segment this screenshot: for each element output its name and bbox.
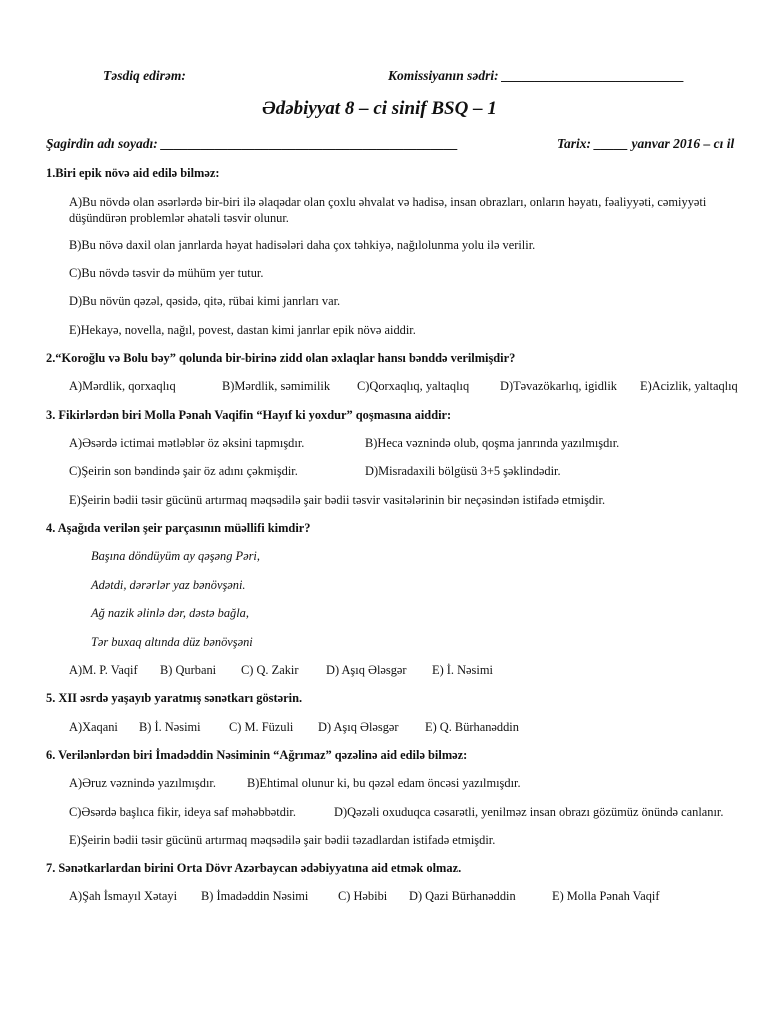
q2-option-c: C)Qorxaqlıq, yaltaqlıq — [357, 379, 470, 393]
poem-line-4: Tər buxaq altında düz bənövşəni — [91, 635, 253, 649]
q4-option-e: E) İ. Nəsimi — [432, 663, 493, 677]
q4-option-b: B) Qurbani — [160, 663, 217, 677]
poem-line-3: Ağ nazik əlinlə dər, dəstə bağla, — [91, 606, 249, 620]
date-line: Tarix: _____ yanvar 2016 – cı il — [557, 136, 735, 151]
q3-option-d: D)Misradaxili bölgüsü 3+5 şəklindədir. — [365, 464, 561, 478]
question-7: 7. Sənətkarlardan birini Orta Dövr Azərbaycan ədəbiyyatına aid etmək olmaz. — [46, 861, 462, 875]
q3-option-c: C)Şeirin son bəndində şair öz adını çəkmişdir. — [69, 464, 298, 478]
q1-option-b: B)Bu növə daxil olan janrlarda həyat hadisələri daha çox təhkiyə, nağılolunma yolu ilə verilir. — [69, 238, 536, 252]
q2-option-e: E)Acizlik, yaltaqlıq — [640, 379, 738, 393]
q2-option-b: B)Mərdlik, səmimilik — [222, 379, 331, 393]
q6-option-d: D)Qəzəli oxuduqca cəsarətli, yenilməz insan obrazı gözümüz önündə canlanır. — [334, 805, 724, 819]
q1-option-e: E)Hekayə, novella, nağıl, povest, dastan kimi janrlar epik növə aiddir. — [69, 323, 416, 337]
q5-option-a: A)Xaqani — [69, 720, 118, 734]
page-title: Ədəbiyyat 8 – ci sinif BSQ – 1 — [262, 98, 497, 119]
q7-option-a: A)Şah İsmayıl Xətayi — [69, 889, 178, 903]
q7-option-c: C) Həbibi — [338, 889, 388, 903]
commission-chair-line: Komissiyanın sədri: ___________________________ — [388, 68, 685, 83]
q3-option-b: B)Heca vəznində olub, qoşma janrında yazılmışdır. — [365, 436, 620, 450]
q3-option-e: E)Şeirin bədii təsir gücünü artırmaq məqsədilə şair bədii təsvir vasitələrinin bir neçəsindən istifadə etmişdir. — [69, 493, 606, 507]
q5-option-d: D) Aşıq Ələsgər — [318, 720, 399, 734]
q4-option-d: D) Aşıq Ələsgər — [326, 663, 407, 677]
q6-option-c: C)Əsərdə başlıca fikir, ideya saf məhəbbətdir. — [69, 805, 296, 819]
q3-option-a: A)Əsərdə ictimai mətləblər öz əksini tapmışdır. — [69, 436, 305, 450]
q7-option-d: D) Qazi Bürhanəddin — [409, 889, 516, 903]
q1-option-a: A)Bu növdə olan əsərlərdə bir-biri ilə əlaqədar olan çoxlu əhvalat və hadisə, insan obrazları, onların həyatı, fəaliyyəti, cəmiyyəti düşündürən problemlər əhatəli təsvir olunur. — [69, 195, 707, 225]
q5-option-b: B) İ. Nəsimi — [139, 720, 201, 734]
q7-option-e: E) Molla Pənah Vaqif — [552, 889, 660, 903]
q4-option-c: C) Q. Zakir — [241, 663, 299, 677]
q6-option-b: B)Ehtimal olunur ki, bu qəzəl edam öncəsi yazılmışdır. — [247, 776, 521, 790]
q4-option-a: A)M. P. Vaqif — [69, 663, 138, 677]
poem-line-1: Başına döndüyüm ay qəşəng Pəri, — [91, 549, 260, 563]
q2-option-d: D)Təvazökarlıq, igidlik — [500, 379, 617, 393]
q5-option-c: C) M. Füzuli — [229, 720, 294, 734]
q1-option-c: C)Bu növdə təsvir də mühüm yer tutur. — [69, 266, 264, 280]
q7-option-b: B) İmadəddin Nəsimi — [201, 889, 309, 903]
q2-option-a: A)Mərdlik, qorxaqlıq — [69, 379, 176, 393]
poem-line-2: Adətdi, dərərlər yaz bənövşəni. — [91, 578, 246, 592]
q6-option-a: A)Əruz vəznində yazılmışdır. — [69, 776, 216, 790]
question-5: 5. XII əsrdə yaşayıb yaratmış sənətkarı göstərin. — [46, 691, 303, 705]
question-6: 6. Verilənlərdən biri İmadəddin Nəsiminin “Ağrımaz” qəzəlinə aid edilə bilməz: — [46, 748, 468, 762]
question-1: 1.Biri epik növə aid edilə bilməz: — [46, 166, 220, 180]
q5-option-e: E) Q. Bürhanəddin — [425, 720, 519, 734]
question-2: 2.“Koroğlu və Bolu bəy” qolunda bir-birinə zidd olan əxlaqlar hansı bənddə verilmişdir? — [46, 351, 516, 365]
question-4: 4. Aşağıda verilən şeir parçasının müəllifi kimdir? — [46, 521, 311, 535]
q6-option-e: E)Şeirin bədii təsir gücünü artırmaq məqsədilə şair bədii təzadlardan istifadə etmişdir. — [69, 833, 496, 847]
q1-option-d: D)Bu növün qəzəl, qəsidə, qitə, rübai kimi janrları var. — [69, 294, 341, 308]
student-name-line: Şagirdin adı soyadı: ____________________________________________ — [46, 136, 459, 151]
approve-label: Təsdiq edirəm: — [103, 68, 186, 83]
question-3: 3. Fikirlərdən biri Molla Pənah Vaqifin “Hayıf ki yoxdur” qoşmasına aiddir: — [46, 408, 452, 422]
